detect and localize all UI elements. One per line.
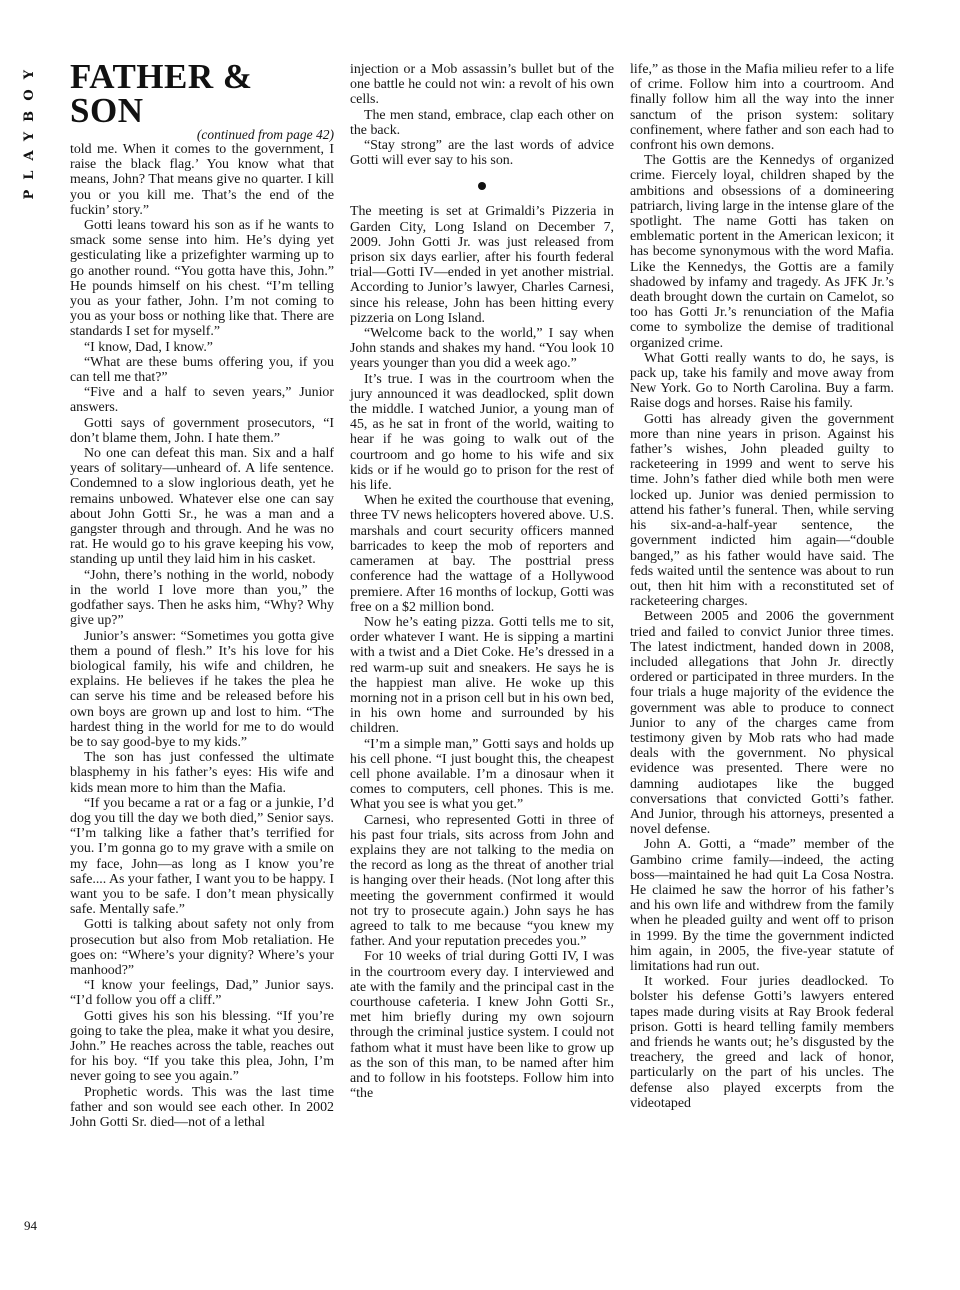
paragraph: “I’m a simple man,” Gotti says and holds up his cell phone. “I just bought this, the cheapest cell phone available. I’m a dinosaur when it comes to computers, cell phones. This is me. What you see is what you get.” [350, 736, 614, 813]
paragraph: “If you became a rat or a fag or a junkie, I’d dog you till the day we both died,” Senior says. “I’m talking like a father that’s terrified for you. I’m gonna go to my grave with a smile on my face, John—as long as I know you’re safe.... As your father, I want you to be happy. I want you to be safe. I don’t mean physically safe. Mentally safe.” [70, 795, 334, 918]
article-column-1 [70, 57, 334, 1130]
paragraph: “Stay strong” are the last words of advice Gotti will ever say to his son. [350, 138, 614, 169]
article-title: FATHER & SON [70, 57, 253, 130]
page-number: 94 [24, 1218, 37, 1233]
paragraph: Carnesi, who represented Gotti in three of his past four trials, sits across from John and explains they are not talking to the media on the record as long as the threat of another trial is hanging over their heads. (Not long after this meeting the government confirmed it would not try to prosecute again.) John says he has agreed to talk to me because “you knew my father. And your reputation precedes you.” [350, 812, 614, 950]
paragraph: “Welcome back to the world,” I say when John stands and shakes my hand. “You look 10 years younger than you did a week ago.” [350, 326, 614, 372]
paragraph: The Gottis are the Kennedys of organized crime. Fiercely loyal, children shaped by the ambitions and obsessions of a domineering patriarch, living large in the intense glare of the spotlight. The name Gotti has taken on emblematic portent in the American lexicon; it has become synonymous with the word Mafia. Like the Kennedys, the Gottis are a family shadowed by infamy and tragedy. As JFK Jr.’s death brought down the curtain on Camelot, so too has Gotti Jr.’s renunciation of the Mafia come to symbolize the demise of traditional organized crime. [630, 153, 894, 351]
column-2-bottom-body [350, 204, 614, 1101]
column-2-top-body [350, 62, 614, 168]
paragraph: It worked. Four juries deadlocked. To bolster his defense Gotti’s lawyers entered tapes made during visits at Ray Brook federal prison. Gotti is heard telling family members and friends he wants out; he’s disgusted by the treachery, the greed and lack of honor, particularly on the part of his uncles. The defense also played excerpts from the videotaped [630, 974, 894, 1111]
article-column-2 [350, 62, 614, 1101]
paragraph: life,” as those in the Mafia milieu refer to a life of crime. Follow him into a courtroom. And finally follow him all the way into the inner sanctum of the prison system: solitary confinement, where father and son each had to confront his own demons. [630, 62, 894, 154]
paragraph: For 10 weeks of trial during Gotti IV, I was in the courtroom every day. I interviewed and ate with the family and the principal cast in the courthouse cafeteria. I knew John Gotti Sr., met him briefly during my own sojourn through the criminal justice system. I could not fathom what it must have been like to grow up as the son of this man, to be named after him and to follow in his footsteps. Follow him into “the [350, 949, 614, 1102]
paragraph: Prophetic words. This was the last time father and son would see each other. In 2002 John Gotti Sr. died—not of a lethal [70, 1084, 334, 1130]
paragraph: No one can defeat this man. Six and a half years of solitary—unheard of. A life sentence. Condemned to a slow inglorious death, yet he remains unbowed. Whatever else one can say about John Gotti Sr., he was a man and a gangster through and through. And he was no rat. He would go to his grave keeping his vow, standing up until they laid him in his casket. [70, 446, 334, 568]
paragraph: Between 2005 and 2006 the government tried and failed to convict Junior three times. The latest indictment, handed down in 2008, included allegations that John Jr. directly ordered or participated in three murders. In the four trials a huge majority of the evidence the government was able to produce to connect Junior to any of the charges came from testimony given by Mob rats who had made deals with the government. No physical evidence was presented. There were no damning audiotapes like the bugged conversations that convicted Gotti’s father. And Junior, through his attorneys, presented a novel defense. [630, 609, 894, 838]
column-1-body [70, 142, 334, 1130]
paragraph: Gotti is talking about safety not only from prosecution but also from Mob retaliation. He goes on: “Where’s your dignity? Where’s your manhood?” [70, 917, 334, 978]
paragraph: It’s true. I was in the courtroom when the jury announced it was deadlocked, split down the middle. I watched Junior, a young man of 45, as he sat in front of the world, waiting to hear if he was going to walk out of the courtroom and go home to his wife and six kids or if he would go to prison for the rest of his life. [350, 371, 614, 494]
paragraph: “I know your feelings, Dad,” Junior says. “I’d follow you off a cliff.” [70, 978, 334, 1009]
paragraph: Gotti has already given the government more than nine years in prison. Against his father’s wishes, John pleaded guilty to racketeering in 1999 and went to serve his time. John’s father died while both men were locked up. Junior was denied permission to attend his father’s funeral. Then, while serving his six-and-a-half-year sentence, the government indicted him again—“double banged,” as his father would have said. The feds waited until the sentence was about to run out, then hit him with a reconstituted set of racketeering charges. [630, 411, 894, 610]
paragraph: John A. Gotti, a “made” member of the Gambino crime family—indeed, the acting boss—maintained he had quit La Cosa Nostra. He claimed he saw the horror of his father’s and his own life and withdrew from the family when he pleaded guilty and went off to prison in 1999. By the time the government indicted him again, in 2005, the five-year statute of limitations had run out. [630, 837, 894, 974]
paragraph: The men stand, embrace, clap each other on the back. [350, 107, 614, 138]
magazine-name: PLAYBOY [22, 60, 37, 200]
paragraph: The son has just confessed the ultimate blasphemy in his father’s eyes: His wife and kids mean more to him than the Mafia. [70, 750, 334, 796]
paragraph: Gotti says of government prosecutors, “I don’t blame them, John. I hate them.” [70, 415, 334, 446]
paragraph: The meeting is set at Grimaldi’s Pizzeria in Garden City, Long Island on December 7, 2009. John Gotti Jr. was just released from prison six days earlier, after his fourth federal trial—Gotti IV—ended in yet another mistrial. According to Junior’s lawyer, Charles Carnesi, since his release, John has been hitting every pizzeria on Long Island. [350, 204, 614, 326]
continued-note: (continued from page 42) [196, 127, 334, 142]
paragraph: told me. When it comes to the government, I raise the black flag.’ You know what that means, John? That means give no quarter. I kill you or you kill me. That’s the end of the fuckin’ story.” [70, 142, 334, 218]
article-column-3 [630, 62, 894, 1111]
section-break-bullet [350, 179, 614, 195]
paragraph: Gotti gives his son his blessing. “If you’re going to take the plea, make it what you desire, John.” He reaches across the table, reaches out for his boy. “If you take this plea, John, I’m never going to see you again.” [70, 1008, 334, 1085]
paragraph: Junior’s answer: “Sometimes you gotta give them a pound of flesh.” It’s his love for his biological family, his wife and children, he explains. He believes if he takes the plea he can serve his time and be released before his own boys are grown up and lost to him. “The hardest thing in the world for me to do would be to say good-bye to my kids.” [70, 628, 334, 750]
paragraph: “John, there’s nothing in the world, nobody in the world I love more than you,” the godfather says. Then he asks him, “Why? Why give up?” [70, 567, 334, 629]
paragraph: “What are these bums offering you, if you can tell me that?” [70, 354, 334, 386]
paragraph: Gotti leans toward his son as if he wants to smack some sense into him. He’s dying yet gesticulating like a prizefighter warming up to go another round. “You gotta have this, John.” He pounds himself on his chest. “I’m telling you as your father, John. I’m not coming to you as your boss or nothing like that. There are standards I set for myself.” [70, 218, 334, 340]
paragraph: When he exited the courthouse that evening, three TV news helicopters hovered above. U.S. marshals and court security officers manned barricades to keep the mob of reporters and cameramen at bay. The posttrial press conference had the wattage of a Hollywood premiere. After 16 months of lockup, Gotti was free on a $2 million bond. [350, 493, 614, 615]
paragraph: What Gotti really wants to do, he says, is pack up, take his family and move away from New York. Go to North Carolina. Buy a farm. Raise dogs and horses. Raise his family. [630, 350, 894, 412]
paragraph: “Five and a half to seven years,” Junior answers. [70, 385, 334, 416]
paragraph: injection or a Mob assassin’s bullet but of the one battle he could not win: a revolt of his own cells. [350, 62, 614, 108]
column-3-body [630, 62, 894, 1111]
paragraph: Now he’s eating pizza. Gotti tells me to sit, order whatever I want. He is sipping a martini with a twist and a Diet Coke. He’s dressed in a red warm-up suit and sneakers. He says he is the happiest man alive. He woke up this morning not in a prison cell but in his own bed, in his own home and surrounded by his children. [350, 614, 614, 737]
bullet-icon [478, 182, 486, 190]
paragraph: “I know, Dad, I know.” [84, 339, 213, 355]
